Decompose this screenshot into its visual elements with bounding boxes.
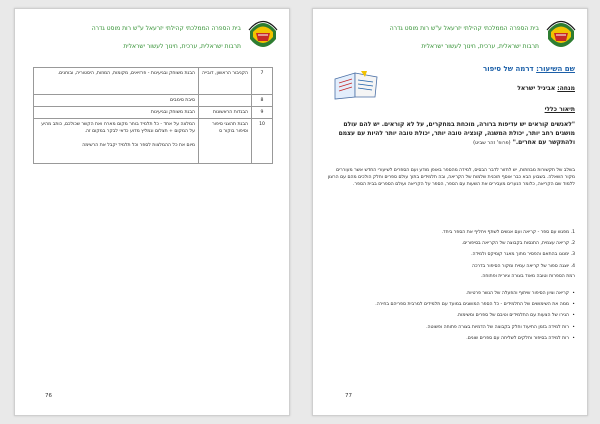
row-topic: הקניבור הראשון, דובייה	[199, 68, 252, 95]
table-row	[34, 119, 273, 164]
row-number: 10	[252, 119, 273, 164]
list-item: • רות למידה בסיפור וחלקים לשליחה עם ספרים שונים.	[327, 335, 575, 342]
header-school-name: בית הספרה הממלכתי קהילתי יזרעאל ע"ש רות מוסט גדרה	[389, 25, 539, 32]
table-row	[34, 68, 273, 95]
row-topic: הבנת תהצגי סיפור וסיפור בוקור ס	[199, 119, 252, 164]
header-subtitle: תרבות ישראלית, ערכית, חינוך לעשור ישראלית	[123, 43, 241, 50]
row-description: הבנת משוחק ובגיעינות - פרזיאים, מקומות, המוזות, היסטוריה, ובוחנים.	[34, 68, 199, 95]
lesson-table	[33, 67, 273, 164]
quote-text: "לאנשים קוראים יש עדיפות ברורה, מוכחת במחקרים, על לא קוראים. יש להם עולם מושגים רחב יותר, יכולת המשגה, קונציה טובה יותר, יכולת טובה יותר להיות עם עצמם ולהתקשר עם אחרים."	[338, 121, 575, 146]
list-item: • הגירו של הצעות עם התלמידים וטיבם של ספרים ומשימות.	[327, 312, 575, 319]
header-subtitle: תרבות ישראלית, ערכית, חינוך לעשור ישראלית	[421, 43, 539, 50]
list-item: 3. ימנוגו בהתאם והפסיר מתוך מאגר קומיקס ולמידה.	[471, 252, 575, 258]
lesson-author	[327, 85, 575, 92]
lesson-title	[327, 65, 575, 73]
quote	[327, 120, 575, 148]
left-page	[14, 8, 290, 416]
description-heading: תיאור כללי	[544, 106, 575, 113]
quote-source: (פרופ' זהר שביט)	[473, 140, 511, 146]
list-item: • ממה את השימושים של התלמידים - כל הספר המושגים במועד עם תלמידים למרבית ספריהם בחירה.	[327, 301, 575, 308]
bullet-list	[327, 290, 575, 346]
page-header	[313, 17, 587, 61]
header-school-name: בית הספרה הממלכתי קהילתי יזרעאל ע"ש רות מוסט גדרה	[91, 25, 241, 32]
row-number: 8	[252, 95, 273, 107]
page-header	[15, 17, 289, 61]
school-logo-icon	[247, 19, 279, 53]
school-logo-icon	[545, 19, 577, 53]
author-label: מנחה:	[557, 85, 575, 92]
row-topic	[199, 95, 252, 107]
intro-paragraph: בשלב של תקשורות מבוזתות, יש לחזור לדבר הבסיס, למידה מהספר באופן מודע ועם הספרים לשיעורי החדש אשר מעוררים מקור השאלה. בשבוע הבא כבר אוסף תוכנית שלמות של הקריאה, ובה תלמידים בתוך עולם ספרים וחלק הולכים מהם עם הרצון ללמוד שם הקריאה, כלומר הנערים מעבירים את השעות עם הספר, הספר על הקריאה ועולם הספרים בבית הספר.	[327, 168, 575, 188]
row-description: המלצה על אחד - כל תלמיד בוחר מקום מארח ואת הקשר שכולכם, כותב מהיע על המקום + תצלום ונמליץ מדוע כדאי לבקר במקום זה. מיום את כל ההמלצות לספר וכל תלמיד יקבל את הרשימה	[34, 119, 199, 164]
right-page	[312, 8, 588, 416]
row-number: 9	[252, 107, 273, 119]
table-row	[34, 107, 273, 119]
list-item: 2. קריאה עצמית, התנסות בקבוצה של הקריאה בסיפורים.	[461, 241, 575, 247]
page-number: 76	[45, 393, 52, 399]
table-row	[34, 95, 273, 107]
page-number: 77	[345, 393, 352, 399]
list-item: 4. יוצגה ספור של קריאה עמית ומקור הסיפור בדרכה	[472, 263, 575, 269]
lesson-title-text: דרמה של סיפור	[483, 65, 534, 73]
numbered-list	[327, 229, 575, 274]
list-item: 1. מפגש עם ספר - קריאה ועם אנשים לשתף ויחליף את הספר ביחד.	[441, 230, 575, 235]
row-description: הבנת משוחק ובגיעינות	[34, 107, 199, 119]
row-topic: הבנדות הראשונות	[199, 107, 252, 119]
list-item: • רות למידה בזמן התיעוד וחלק בקבוצה של הדמיות בצורה פתוחה ופשוטה.	[327, 324, 575, 331]
summary-text: רמת הספרות וטובה מאוד בצורה ציורית ופתוחה.	[480, 274, 575, 279]
author-name: אביגיל ישראל	[517, 85, 556, 92]
row-number: 7	[252, 68, 273, 95]
lesson-title-label: שם השיעור:	[536, 65, 575, 73]
row-description: סיבת סימבים	[34, 95, 199, 107]
list-item: • קריאה וציון הסיפור שיתוף והפעלה של הנשר פרטיות.	[327, 290, 575, 297]
